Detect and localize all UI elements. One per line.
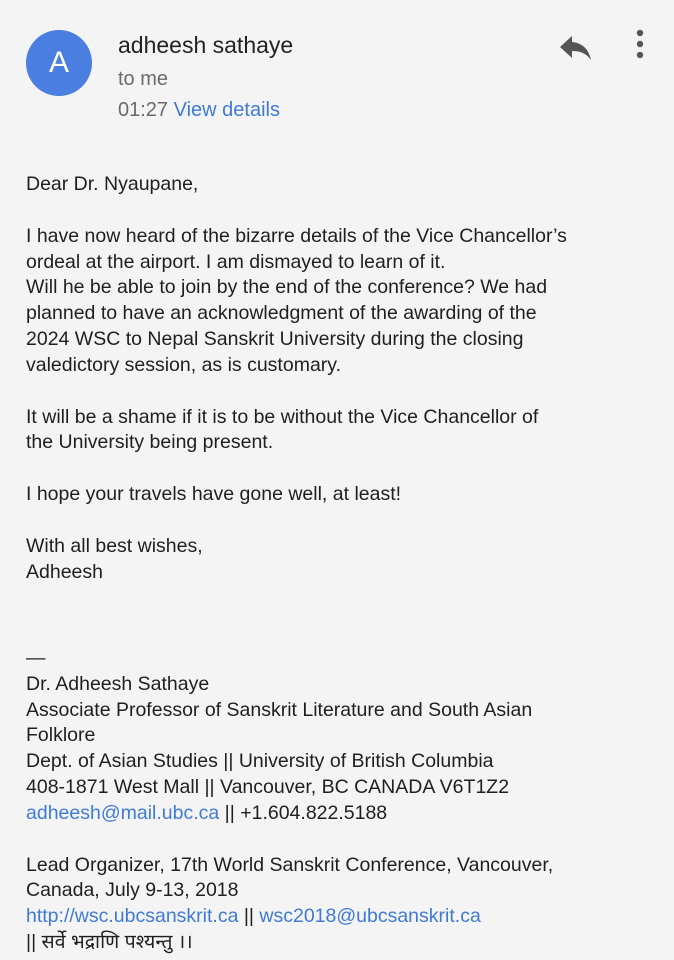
signature-name: Dr. Adheesh Sathaye xyxy=(26,672,210,695)
body-paragraph-3: I hope your travels have gone well, at least! xyxy=(26,483,402,506)
signature-title: Associate Professor of Sanskrit Literature and South Asian Folklore xyxy=(26,698,533,747)
closing: With all best wishes, Adheesh xyxy=(26,534,203,583)
more-options-button[interactable] xyxy=(626,28,654,62)
time-line xyxy=(118,99,280,122)
signature-address: 408-1871 West Mall || Vancouver, BC CANADA V6T1Z2 xyxy=(26,775,510,798)
email-body xyxy=(26,172,654,586)
sender-avatar[interactable]: A xyxy=(26,30,92,96)
website-link[interactable]: http://wsc.ubcsanskrit.ca xyxy=(26,905,239,928)
body-paragraph-1: I have now heard of the bizarre details of the Vice Chancellor’s ordeal at the airport. I am dismayed to learn of it. Will he be able to join by the end of the conference? We had planned to have an acknowledgment of the awarding of the 2024 WSC to Nepal Sanskrit University during the closing valedictory session, as is customary. xyxy=(26,224,567,376)
reply-button[interactable] xyxy=(556,30,596,64)
sender-name[interactable]: adheesh sathaye xyxy=(118,32,294,58)
signature-links xyxy=(26,904,654,930)
recipient-line: to me xyxy=(118,68,169,90)
reply-icon xyxy=(556,30,596,64)
email-signature xyxy=(26,646,654,956)
signature-motto: || सर्वे भद्राणि पश्यन्तु ।। xyxy=(26,930,193,953)
view-details-link[interactable]: View details xyxy=(173,99,280,121)
link-separator: || xyxy=(238,905,260,928)
sent-time: 01:27 xyxy=(118,99,169,121)
signature-contact xyxy=(26,801,654,827)
email-link[interactable]: adheesh@mail.ubc.ca xyxy=(26,801,220,824)
phone-number: || +1.604.822.5188 xyxy=(219,801,388,824)
body-paragraph-2: It will be a shame if it is to be without the Vice Chancellor of the University being present. xyxy=(26,405,539,454)
email-header xyxy=(0,0,674,140)
signature-dash: — xyxy=(26,647,46,669)
signature-organizer: Lead Organizer, 17th World Sanskrit Conference, Vancouver, Canada, July 9-13, 2018 xyxy=(26,853,554,902)
signature-dept: Dept. of Asian Studies || University of British Columbia xyxy=(26,750,494,773)
greeting: Dear Dr. Nyaupane, xyxy=(26,173,199,195)
more-vert-icon xyxy=(626,28,654,62)
conference-email-link[interactable]: wsc2018@ubcsanskrit.ca xyxy=(259,905,481,928)
